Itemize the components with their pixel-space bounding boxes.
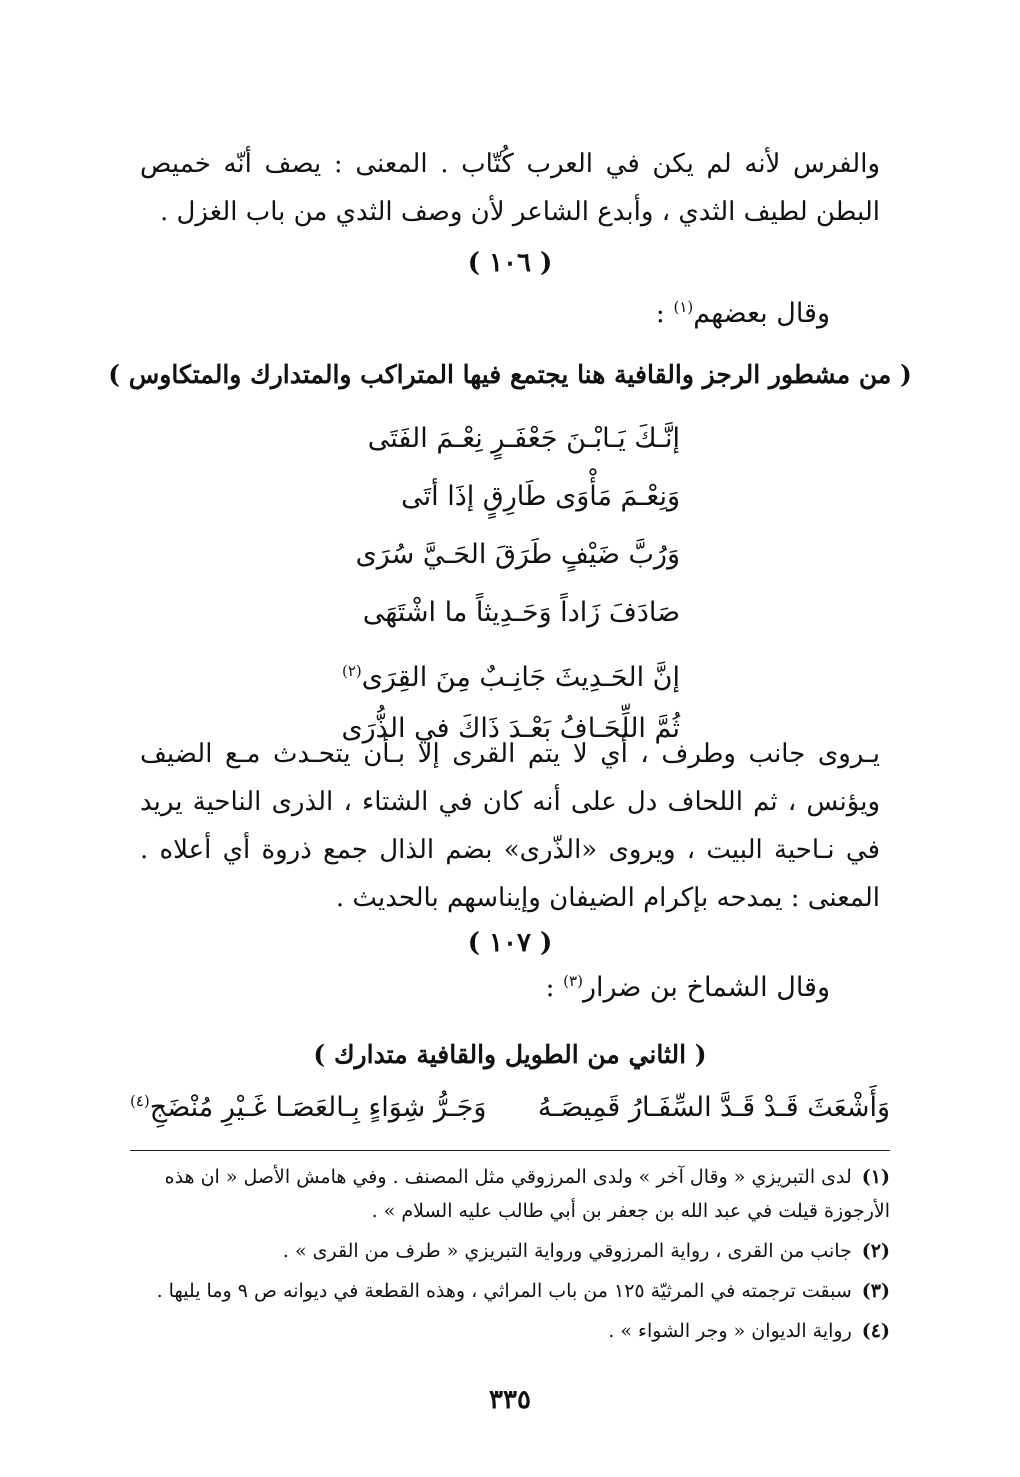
poem-107-intro-tail: : bbox=[545, 972, 564, 1003]
verse-1: إنَّـكَ يَـابْـنَ جَعْفَـرٍ نِعْـمَ الفَتَى bbox=[367, 423, 680, 454]
footnote-text: لدى التبريزي « وقال آخر » ولدى المرزوقي مثل المصنف . وفي هامش الأصل « ان هذه الأرجوزة قيلت في عبد الله بن جعفر بن أبي طالب عليه السلام » . bbox=[164, 1166, 890, 1222]
poem-107-intro bbox=[545, 972, 830, 1003]
footnote-text: سبقت ترجمته في المرثيّة ١٢٥ من باب المراثي ، وهذه القطعة في ديوانه ص ٩ وما يليها . bbox=[156, 1280, 852, 1302]
poem-106-intro bbox=[656, 298, 830, 329]
poem-106-intro-text: وقال بعضهم bbox=[693, 298, 830, 329]
poem-107-number: ( ١٠٧ ) bbox=[467, 928, 553, 958]
footnotes bbox=[130, 1160, 890, 1354]
footnote-ref-2: (٢) bbox=[342, 662, 362, 680]
verse-5 bbox=[300, 642, 680, 700]
footnote-number: (٣) bbox=[861, 1280, 890, 1302]
verse-2: وَنِعْـمَ مَأْوَى طَارِقٍ إذَا أتَى bbox=[401, 481, 680, 512]
verse-5-text: إنَّ الحَـدِيثَ جَانِـبٌ مِنَ القِرَى bbox=[361, 662, 680, 693]
poem-107-intro-text: وقال الشماخ بن ضرار bbox=[582, 972, 830, 1003]
poem-107-metre: ( الثاني من الطويل والقافية متدارك ) bbox=[313, 1040, 707, 1069]
verse-3: وَرُبَّ ضَيْفٍ طَرَقَ الحَـيَّ سُرَى bbox=[355, 539, 680, 570]
footnote-3 bbox=[130, 1274, 890, 1308]
footnote-1 bbox=[130, 1160, 890, 1228]
commentary-text: يـروى جانب وطرف ، أي لا يتم القرى إلا بـأن يتحـدث مـع الضيف ويؤنس ، ثم اللحاف دل على أنه كان في الشتاء ، الذرى الناحية يريد في نـاحية البيت ، ويروى «الذّرى» بضم الذال جمع ذروة أي أعلاه . المعنى : يمدحه بإكرام الضيفان وإيناسهم بالحديث . bbox=[140, 739, 881, 913]
hemistich-1: وَأَشْعَثَ قَـدْ قَـدَّ السِّفَـارُ قَمِيصَـهُ bbox=[537, 1092, 890, 1123]
hemistich-2: وَجَـرُّ شِوَاءٍ بِـالعَصَـا غَـيْرِ مُنْضَجِ bbox=[149, 1092, 487, 1123]
footnote-number: (٢) bbox=[861, 1240, 890, 1262]
footnote-ref-1: (١) bbox=[673, 298, 694, 316]
footnote-text: رواية الديوان « وجر الشواء » . bbox=[608, 1320, 852, 1342]
intro-paragraph-text: والفرس لأنه لم يكن في العرب كُتّاب . المعنى : يصف أنّه خميص البطن لطيف الثدي ، وأبدع الشاعر لأن وصف الثدي من باب الغزل . bbox=[140, 149, 880, 227]
hemistich-2-wrap bbox=[130, 1092, 486, 1123]
poem-106-verses bbox=[300, 410, 680, 758]
poem-106-commentary bbox=[140, 730, 880, 922]
verse-4: صَادَفَ زَاداً وَحَـدِيثاً ما اشْتَهَى bbox=[362, 597, 680, 628]
verse-6: ثُمَّ اللِّحَـافُ بَعْـدَ ذَاكَ في الذُّرَى bbox=[341, 713, 680, 744]
footnote-text: جانب من القرى ، رواية المرزوقي ورواية التبريزي « طرف من القرى » . bbox=[282, 1240, 852, 1262]
footnote-number: (٤) bbox=[861, 1320, 890, 1342]
poem-106-intro-tail: : bbox=[655, 298, 674, 329]
footnote-2 bbox=[130, 1234, 890, 1268]
footnote-4 bbox=[130, 1314, 890, 1348]
page-number: ٣٣٥ bbox=[489, 1385, 531, 1415]
footnote-ref-3: (٣) bbox=[563, 972, 583, 990]
footnote-number: (١) bbox=[861, 1166, 890, 1188]
footnote-divider bbox=[130, 1150, 890, 1151]
poem-106-number: ( ١٠٦ ) bbox=[467, 248, 553, 278]
footnote-ref-4: (٤) bbox=[130, 1092, 150, 1110]
poem-107-verse bbox=[130, 1092, 890, 1123]
intro-paragraph bbox=[140, 140, 880, 236]
poem-106-metre: ( من مشطور الرجز والقافية هنا يجتمع فيها المتراكب والمتدارك والمتكاوس ) bbox=[108, 360, 912, 389]
